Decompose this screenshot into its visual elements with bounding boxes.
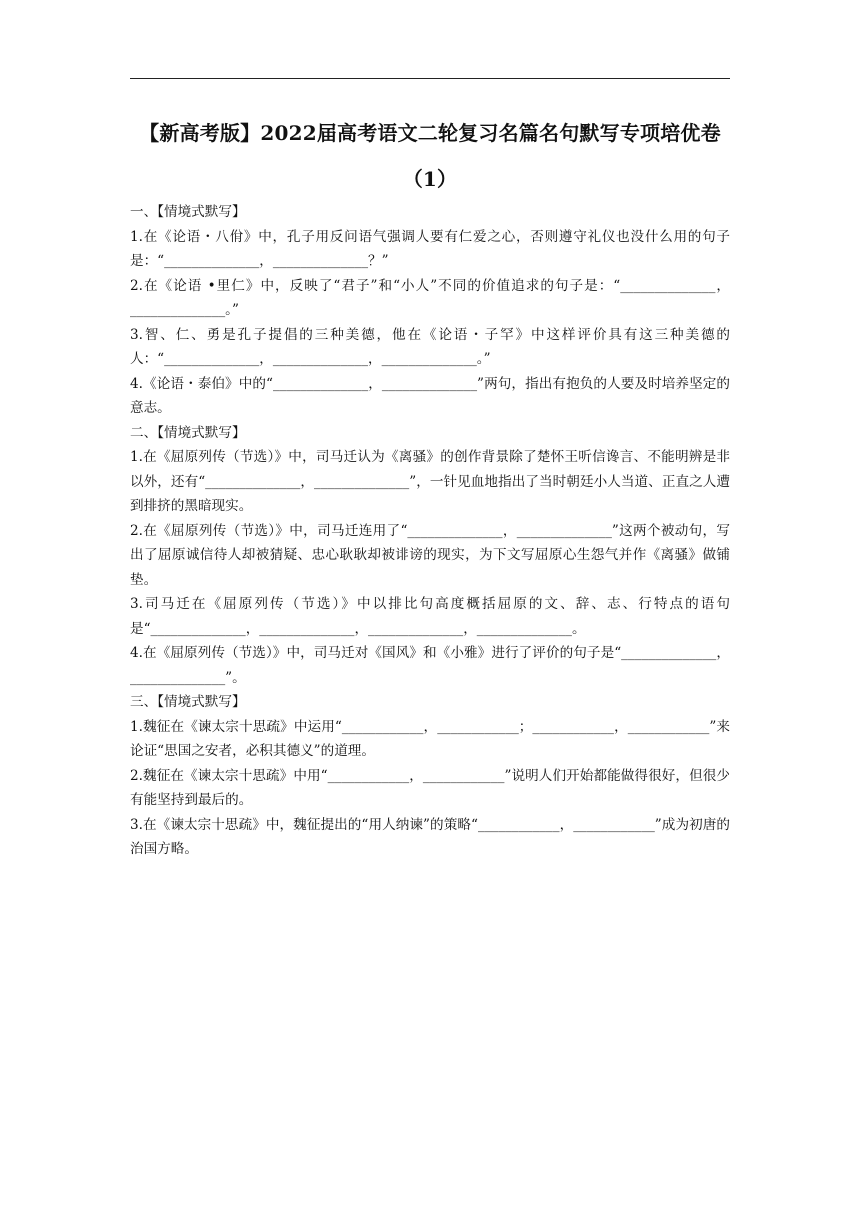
- question-item: 2.在《论语 •里仁》中，反映了“君子”和“小人”不同的价值追求的句子是：“______________，______________。”: [130, 277, 730, 318]
- question-item: 2.魏征在《谏太宗十思疏》中用“____________，____________”说明人们开始都能做得很好，但很少有能坚持到最后的。: [130, 767, 730, 808]
- document-body: [130, 200, 730, 862]
- section-heading: 二、【情境式默写】: [130, 424, 246, 441]
- question-item: 3.智、仁、勇是孔子提倡的三种美德，他在《论语・子罕》中这样评价具有这三种美德的人：“______________，______________，______________。”: [130, 326, 730, 367]
- document-title: 【新高考版】2022届高考语文二轮复习名篇名句默写专项培优卷（1）: [139, 121, 721, 191]
- header-rule: [130, 78, 730, 79]
- question-item: 1.在《屈原列传（节选）》中，司马迁认为《离骚》的创作背景除了楚怀王听信谗言、不能明辨是非以外，还有“______________，______________”，一针见血地指出了当时朝廷小人当道、正直之人遭到排挤的黑暗现实。: [130, 449, 730, 514]
- section-heading: 三、【情境式默写】: [130, 694, 246, 710]
- question-item: 2.在《屈原列传（节选）》中，司马迁连用了“______________，______________”这两个被动句，写出了屈原诚信待人却被猜疑、忠心耿耿却被诽谤的现实，为下文写屈原心生怨气并作《离骚》做铺垫。: [130, 522, 730, 588]
- question-item: 1.在《论语・八佾》中，孔子用反问语气强调人要有仁爱之心，否则遵守礼仪也没什么用的句子是：“______________，______________？”: [130, 228, 730, 269]
- question-item: 1.魏征在《谏太宗十思疏》中运用“____________，____________；____________，____________”来论证“思国之安者，必积其德义”的道理。: [130, 718, 730, 759]
- question-item: 3.在《谏太宗十思疏》中，魏征提出的“用人纳谏”的策略“____________，____________”成为初唐的治国方略。: [130, 816, 730, 857]
- section-heading: 一、【情境式默写】: [130, 204, 246, 220]
- question-item: 3.司马迁在《屈原列传（节选）》中以排比句高度概括屈原的文、辞、志、行特点的语句是“______________，______________，______________，______________。: [130, 596, 730, 637]
- question-item: 4.《论语・泰伯》中的“______________，______________”两句，指出有抱负的人要及时培养坚定的意志。: [130, 375, 730, 416]
- question-item: 4.在《屈原列传（节选）》中，司马迁对《国风》和《小雅》进行了评价的句子是“______________，______________”。: [130, 645, 730, 686]
